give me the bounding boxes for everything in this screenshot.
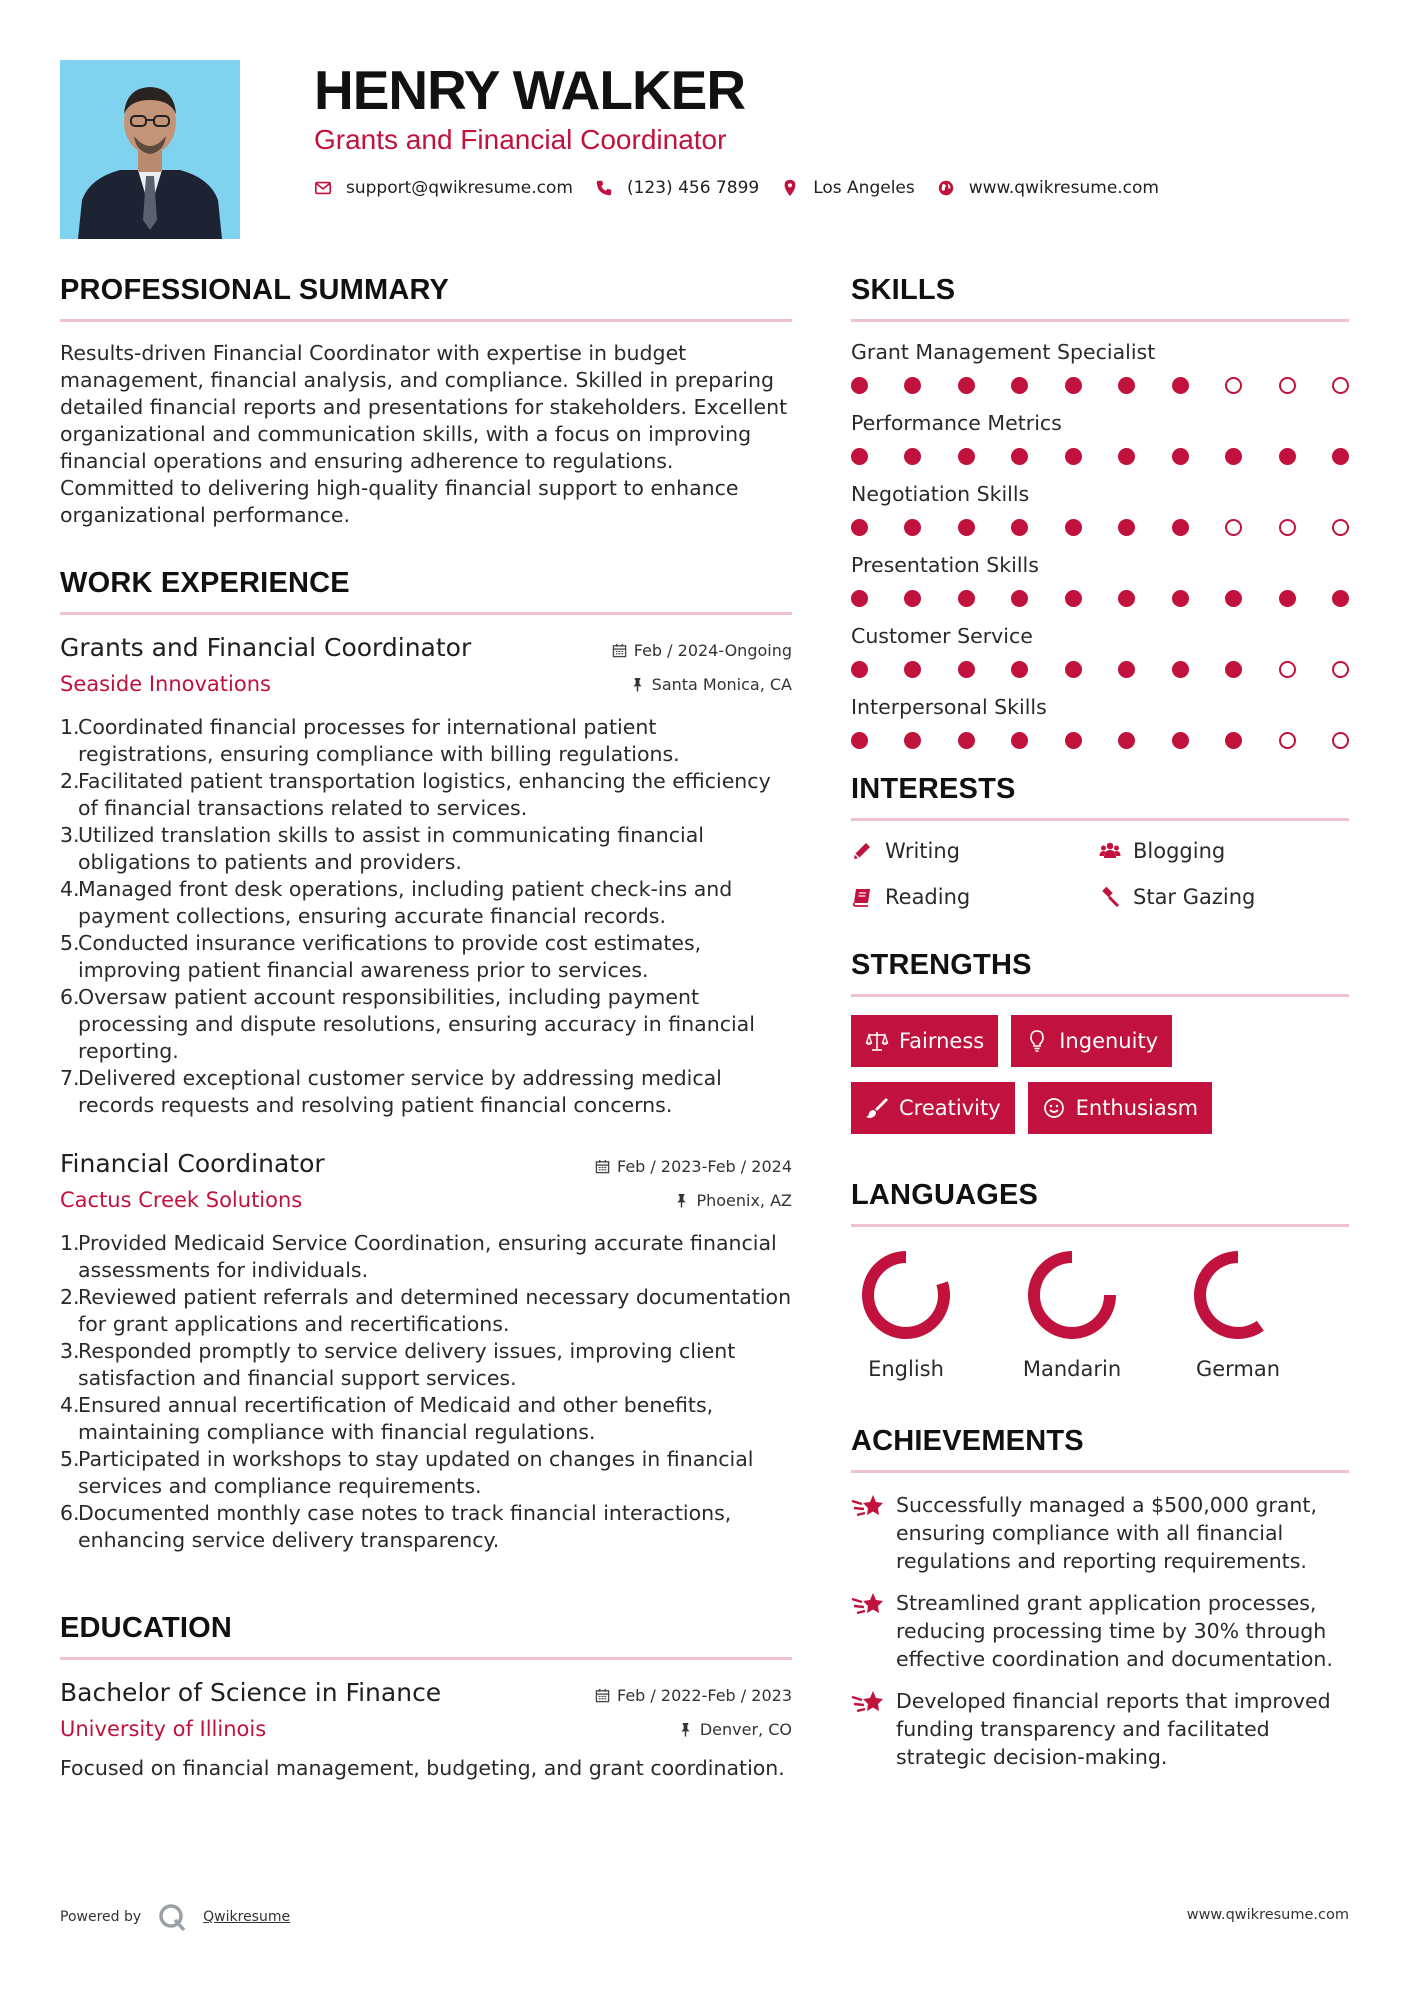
candidate-name: HENRY WALKER	[314, 59, 746, 121]
rating-dot-filled	[1011, 448, 1028, 465]
language-proficiency-arc	[868, 1257, 944, 1333]
contact-location	[781, 178, 915, 198]
summary-title: PROFESSIONAL SUMMARY	[60, 274, 450, 306]
job-title: Grants and Financial Coordinator	[60, 633, 472, 662]
rating-dot-empty	[1332, 661, 1349, 678]
languages-section	[851, 1179, 1349, 1381]
job-date	[595, 1157, 792, 1176]
list-item: 4. Ensured annual recertification of Medicaid and other benefits, maintaining compliance with financial regulations.	[60, 1393, 714, 1444]
rating-dot-filled	[1011, 590, 1028, 607]
rating-dot-filled	[1225, 661, 1242, 678]
rating-dot-filled	[958, 732, 975, 749]
list-item: 6. Oversaw patient account responsibilities, including payment processing and dispute resolutions, ensuring accuracy in financial reporting.	[60, 985, 755, 1063]
strength-badge: Fairness	[851, 1015, 998, 1067]
rating-dot-filled	[851, 732, 868, 749]
rating-dot-filled	[1279, 590, 1296, 607]
rating-dot-filled	[1225, 732, 1242, 749]
section-divider	[851, 1224, 1349, 1227]
job-date-text: Feb / 2024-Ongoing	[633, 641, 792, 660]
achievement-item: Successfully managed a $500,000 grant, ensuring compliance with all financial regulations and reporting requirements.	[851, 1491, 1349, 1575]
strength-badge: Ingenuity	[1011, 1015, 1172, 1067]
rating-dot-empty	[1332, 519, 1349, 536]
skill-item	[851, 411, 1349, 465]
rating-dot-empty	[1332, 732, 1349, 749]
achievements-list	[851, 1491, 1349, 1771]
rating-dot-filled	[1172, 448, 1189, 465]
education-description: Focused on financial management, budgeting, and grant coordination.	[60, 1756, 785, 1780]
rating-dot-filled	[904, 590, 921, 607]
section-divider	[60, 612, 792, 615]
contact-phone[interactable]	[595, 178, 759, 198]
job-bullets	[60, 714, 792, 1119]
section-divider	[851, 994, 1349, 997]
brand-link[interactable]: Qwikresume	[203, 1909, 291, 1925]
strengths-list	[851, 1015, 1349, 1149]
strengths-title: STRENGTHS	[851, 949, 1032, 981]
rating-dot-filled	[904, 661, 921, 678]
skill-rating	[851, 732, 1349, 749]
language-name: German	[1195, 1357, 1281, 1381]
language-item	[1183, 1245, 1349, 1381]
job-location	[674, 1191, 792, 1210]
rating-dot-filled	[1172, 377, 1189, 394]
achievements-title: ACHIEVEMENTS	[851, 1425, 1084, 1457]
rating-dot-filled	[1118, 448, 1135, 465]
email-text: support@qwikresume.com	[346, 178, 573, 198]
rating-dot-filled	[1065, 590, 1082, 607]
skill-name: Customer Service	[851, 624, 1033, 648]
rating-dot-filled	[904, 732, 921, 749]
languages-list	[851, 1245, 1349, 1381]
list-item: 3. Utilized translation skills to assist in communicating financial obligations to patients and providers.	[60, 823, 704, 874]
language-proficiency-arc	[1200, 1257, 1260, 1333]
right-column	[851, 274, 1349, 1785]
job-date-text: Feb / 2023-Feb / 2024	[617, 1157, 792, 1176]
strength-badge: Creativity	[851, 1082, 1015, 1134]
users-icon	[1099, 840, 1121, 862]
rating-dot-filled	[1332, 590, 1349, 607]
skill-rating	[851, 519, 1349, 536]
rating-dot-filled	[958, 377, 975, 394]
language-name: English	[868, 1357, 944, 1381]
achievement-item: Streamlined grant application processes, reducing processing time by 30% through effective coordination and documentation.	[851, 1589, 1349, 1673]
candidate-role: Grants and Financial Coordinator	[314, 124, 727, 155]
skill-rating	[851, 377, 1349, 394]
rating-dot-filled	[1011, 377, 1028, 394]
skill-name: Grant Management Specialist	[851, 340, 1156, 364]
interests-title: INTERESTS	[851, 773, 1016, 805]
smile-icon	[1042, 1096, 1066, 1120]
interests-section	[851, 773, 1349, 909]
footer-website[interactable]: www.qwikresume.com	[1186, 1907, 1349, 1923]
job-entry	[60, 633, 792, 1119]
job-company: Seaside Innovations	[60, 672, 271, 696]
summary-text: Results-driven Financial Coordinator with expertise in budget management, financial analysis, and compliance. Skilled in preparing detailed financial reports and presentations for stakeholders. Excellent organizational and communication skills, with a focus on improving financial operations and ensuring adherence to regulations. Committed to delivering high-quality financial support to enhance organizational performance.	[60, 341, 788, 527]
degree-title: Bachelor of Science in Finance	[60, 1678, 442, 1707]
rating-dot-empty	[1279, 519, 1296, 536]
skill-item	[851, 624, 1349, 678]
skill-rating	[851, 448, 1349, 465]
pushpin-icon	[678, 1722, 693, 1737]
list-item: 2. Facilitated patient transportation logistics, enhancing the efficiency of financial transactions related to services.	[60, 769, 771, 820]
rating-dot-filled	[1172, 519, 1189, 536]
skill-item	[851, 695, 1349, 749]
rating-dot-filled	[1172, 732, 1189, 749]
section-divider	[851, 319, 1349, 322]
footer-powered-by	[60, 1902, 290, 1932]
rating-dot-filled	[904, 519, 921, 536]
skill-item	[851, 553, 1349, 607]
job-company: Cactus Creek Solutions	[60, 1188, 303, 1212]
skills-section	[851, 274, 1349, 749]
skill-name: Presentation Skills	[851, 553, 1039, 577]
section-divider	[851, 818, 1349, 821]
book-icon	[851, 886, 873, 908]
shooting-star-icon	[851, 1687, 885, 1717]
rating-dot-filled	[1011, 519, 1028, 536]
list-item: 1. Coordinated financial processes for international patient registrations, ensuring compliance with billing regulations.	[60, 715, 680, 766]
skill-name: Interpersonal Skills	[851, 695, 1047, 719]
job-entry	[60, 1149, 792, 1554]
achievement-item: Developed financial reports that improved funding transparency and facilitated strategic decision-making.	[851, 1687, 1349, 1771]
skill-rating	[851, 590, 1349, 607]
list-item: 5. Conducted insurance verifications to provide cost estimates, improving patient financial awareness prior to services.	[60, 931, 702, 982]
job-location-text: Santa Monica, CA	[651, 675, 792, 694]
calendar-icon	[595, 1688, 610, 1703]
education-location	[678, 1720, 792, 1739]
rating-dot-filled	[1172, 661, 1189, 678]
contact-website[interactable]	[937, 178, 1159, 198]
section-divider	[60, 1657, 792, 1660]
education-date-text: Feb / 2022-Feb / 2023	[617, 1686, 792, 1705]
rating-dot-filled	[1065, 377, 1082, 394]
pushpin-icon	[674, 1193, 689, 1208]
rating-dot-filled	[1065, 519, 1082, 536]
interest-item: Writing	[851, 839, 1099, 863]
list-item: 5. Participated in workshops to stay updated on changes in financial services and compliance requirements.	[60, 1447, 754, 1498]
gavel-icon	[1099, 886, 1121, 908]
phone-text: (123) 456 7899	[626, 178, 760, 198]
education-section	[60, 1612, 792, 1782]
education-entry	[60, 1678, 792, 1782]
contact-bar	[314, 178, 1181, 198]
rating-dot-filled	[1118, 661, 1135, 678]
language-ring	[1022, 1245, 1122, 1345]
rating-dot-filled	[851, 661, 868, 678]
job-location-text: Phoenix, AZ	[696, 1191, 792, 1210]
section-divider	[60, 319, 792, 322]
list-item: 3. Responded promptly to service delivery issues, improving client satisfaction and financial support services.	[60, 1339, 736, 1390]
powered-by-label: Powered by	[60, 1909, 142, 1925]
rating-dot-filled	[958, 661, 975, 678]
left-column	[60, 274, 792, 1782]
skill-item	[851, 482, 1349, 536]
calendar-icon	[595, 1159, 610, 1174]
education-date	[595, 1686, 792, 1705]
shooting-star-icon	[851, 1491, 885, 1521]
language-item	[851, 1245, 1017, 1381]
globe-icon	[937, 179, 955, 197]
rating-dot-filled	[1172, 590, 1189, 607]
rating-dot-filled	[1118, 519, 1135, 536]
envelope-icon	[314, 179, 332, 197]
skills-title: SKILLS	[851, 274, 956, 306]
interest-item: Blogging	[1099, 839, 1349, 863]
rating-dot-filled	[1065, 661, 1082, 678]
experience-section	[60, 567, 792, 1554]
job-bullets	[60, 1230, 792, 1554]
experience-title: WORK EXPERIENCE	[60, 567, 350, 599]
interests-list	[851, 839, 1349, 909]
skill-name: Performance Metrics	[851, 411, 1062, 435]
education-title: EDUCATION	[60, 1612, 233, 1644]
brush-icon	[865, 1096, 889, 1120]
interest-item: Reading	[851, 885, 1099, 909]
language-ring	[1188, 1245, 1288, 1345]
rating-dot-filled	[1225, 448, 1242, 465]
language-ring	[856, 1245, 956, 1345]
list-item: 1. Provided Medicaid Service Coordination, ensuring accurate financial assessments for individuals.	[60, 1231, 777, 1282]
job-location	[630, 675, 792, 694]
interest-item: Star Gazing	[1099, 885, 1349, 909]
rating-dot-filled	[1225, 590, 1242, 607]
rating-dot-filled	[851, 519, 868, 536]
rating-dot-empty	[1332, 377, 1349, 394]
rating-dot-empty	[1279, 661, 1296, 678]
rating-dot-filled	[1065, 448, 1082, 465]
rating-dot-empty	[1225, 519, 1242, 536]
rating-dot-filled	[851, 590, 868, 607]
skill-rating	[851, 661, 1349, 678]
phone-icon	[595, 179, 613, 197]
rating-dot-filled	[958, 519, 975, 536]
rating-dot-filled	[1118, 590, 1135, 607]
rating-dot-filled	[1065, 732, 1082, 749]
rating-dot-filled	[1279, 448, 1296, 465]
lightbulb-icon	[1025, 1029, 1049, 1053]
list-item: 6. Documented monthly case notes to track financial interactions, enhancing service delivery transparency.	[60, 1501, 732, 1552]
pushpin-icon	[630, 677, 645, 692]
profile-photo	[60, 60, 240, 239]
list-item: 4. Managed front desk operations, including patient check-ins and payment collections, ensuring accurate financial records.	[60, 877, 733, 928]
strength-badge: Enthusiasm	[1028, 1082, 1212, 1134]
language-item	[1017, 1245, 1183, 1381]
rating-dot-filled	[1332, 448, 1349, 465]
rating-dot-filled	[1011, 732, 1028, 749]
summary-section	[60, 274, 792, 529]
list-item: 2. Reviewed patient referrals and determined necessary documentation for grant applications and recertifications.	[60, 1285, 792, 1336]
rating-dot-filled	[851, 448, 868, 465]
rating-dot-empty	[1279, 377, 1296, 394]
rating-dot-filled	[1118, 377, 1135, 394]
pencil-icon	[851, 840, 873, 862]
rating-dot-filled	[904, 377, 921, 394]
language-proficiency-arc	[1034, 1257, 1110, 1333]
shooting-star-icon	[851, 1589, 885, 1619]
skills-list	[851, 340, 1349, 749]
rating-dot-filled	[958, 590, 975, 607]
rating-dot-filled	[1118, 732, 1135, 749]
list-item: 7. Delivered exceptional customer service by addressing medical records requests and resolving patient financial concerns.	[60, 1066, 722, 1117]
qwikresume-logo-icon	[157, 1902, 187, 1932]
skill-name: Negotiation Skills	[851, 482, 1030, 506]
job-date	[612, 641, 792, 660]
rating-dot-filled	[904, 448, 921, 465]
contact-email[interactable]	[314, 178, 573, 198]
language-name: Mandarin	[1022, 1357, 1122, 1381]
map-pin-icon	[781, 179, 799, 197]
rating-dot-empty	[1225, 377, 1242, 394]
rating-dot-empty	[1279, 732, 1296, 749]
rating-dot-filled	[958, 448, 975, 465]
rating-dot-filled	[851, 377, 868, 394]
skill-item	[851, 340, 1349, 394]
job-title: Financial Coordinator	[60, 1149, 325, 1178]
calendar-icon	[612, 643, 627, 658]
achievements-section	[851, 1425, 1349, 1771]
languages-title: LANGUAGES	[851, 1179, 1039, 1211]
location-text: Los Angeles	[813, 178, 915, 198]
strengths-section	[851, 949, 1349, 1149]
section-divider	[851, 1470, 1349, 1473]
website-text: www.qwikresume.com	[968, 178, 1159, 198]
education-location-text: Denver, CO	[699, 1720, 792, 1739]
scale-icon	[865, 1029, 889, 1053]
school-name: University of Illinois	[60, 1717, 267, 1741]
rating-dot-filled	[1011, 661, 1028, 678]
